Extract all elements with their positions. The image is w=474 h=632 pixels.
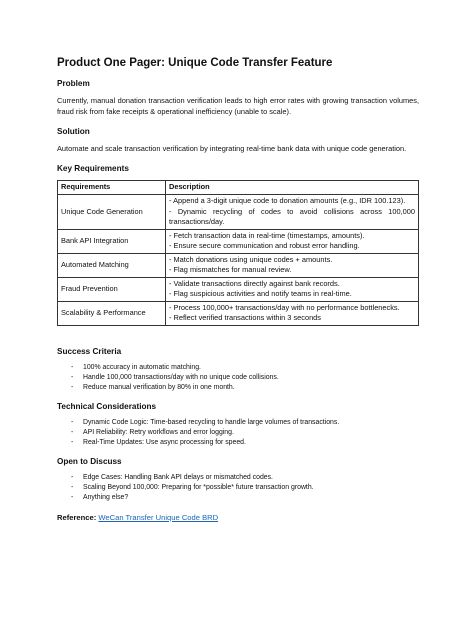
bullet-dash: -	[71, 473, 74, 481]
technical-considerations-list	[57, 418, 419, 448]
reference-link[interactable]: WeCan Transfer Unique Code BRD	[98, 512, 219, 522]
technical-considerations-heading: Technical Considerations	[57, 401, 157, 411]
bullet-dash: -	[71, 383, 74, 391]
list-item	[57, 363, 419, 373]
list-item	[57, 493, 419, 503]
requirements-table	[57, 180, 419, 326]
requirement-description	[166, 277, 419, 301]
page-title: Product One Pager: Unique Code Transfer Feature	[57, 57, 333, 69]
success-criteria-heading: Success Criteria	[57, 346, 122, 356]
table-row	[58, 253, 419, 277]
solution-text: Automate and scale transaction verification by integrating real-time bank data with unique code generation.	[57, 144, 407, 153]
list-item-text: 100% accuracy in automatic matching.	[83, 363, 201, 371]
list-item-text: Handle 100,000 transactions/day with no unique code collisions.	[83, 373, 279, 381]
document-content	[57, 56, 419, 523]
description-line: - Process 100,000+ transactions/day with no performance bottlenecks.	[169, 302, 400, 312]
list-item	[57, 428, 419, 438]
description-line: - Append a 3-digit unique code to donation amounts (e.g., IDR 100.123).	[169, 196, 406, 205]
description-line: - Flag mismatches for manual review.	[169, 265, 292, 274]
table-row	[58, 229, 419, 253]
description-line: - Dynamic recycling of codes to avoid collisions across 100,000 transactions/day.	[169, 206, 415, 226]
bullet-dash: -	[71, 428, 74, 436]
table-row	[58, 195, 419, 230]
list-item	[57, 383, 419, 393]
requirement-description	[166, 301, 419, 325]
problem-heading: Problem	[57, 79, 90, 88]
success-criteria-list	[57, 363, 419, 393]
description-line: - Ensure secure communication and robust error handling.	[169, 241, 360, 250]
open-to-discuss-list	[57, 473, 419, 503]
bullet-dash: -	[71, 363, 74, 371]
requirement-description	[166, 229, 419, 253]
problem-text: Currently, manual donation transaction verification leads to high error rates with growing transaction volumes, fraud risk from fake receipts & operational inefficiency (unable to scale).	[57, 96, 419, 116]
list-item	[57, 483, 419, 493]
solution-heading: Solution	[57, 127, 90, 136]
description-line: - Reflect verified transactions within 3 seconds	[169, 313, 321, 322]
requirement-name: Unique Code Generation	[58, 195, 166, 230]
list-item-text: Real-Time Updates: Use async processing for speed.	[83, 438, 246, 446]
table-header-row	[58, 181, 419, 195]
table-row	[58, 277, 419, 301]
bullet-dash: -	[71, 483, 74, 491]
list-item-text: Anything else?	[83, 493, 129, 501]
list-item	[57, 473, 419, 483]
key-requirements-heading: Key Requirements	[57, 164, 129, 173]
bullet-dash: -	[71, 493, 74, 501]
description-line: - Fetch transaction data in real-time (timestamps, amounts).	[169, 230, 365, 240]
requirement-name: Automated Matching	[58, 253, 166, 277]
reference-label: Reference:	[57, 512, 97, 522]
list-item-text: Dynamic Code Logic: Time-based recycling to handle large volumes of transactions.	[83, 418, 340, 426]
list-item	[57, 438, 419, 448]
table-row	[58, 301, 419, 325]
description-line: - Match donations using unique codes + amounts.	[169, 254, 333, 264]
description-line: - Flag suspicious activities and notify teams in real-time.	[169, 289, 352, 298]
requirement-name: Bank API Integration	[58, 229, 166, 253]
column-header-description: Description	[166, 181, 419, 195]
list-item-text: API Reliability: Retry workflows and error logging.	[83, 428, 234, 436]
open-to-discuss-heading: Open to Discuss	[57, 456, 122, 466]
list-item-text: Reduce manual verification by 80% in one month.	[83, 383, 235, 391]
list-item	[57, 373, 419, 383]
requirement-description	[166, 253, 419, 277]
requirement-description	[166, 195, 419, 230]
list-item	[57, 418, 419, 428]
requirement-name: Scalability & Performance	[58, 301, 166, 325]
column-header-requirements: Requirements	[58, 181, 166, 195]
requirement-name: Fraud Prevention	[58, 277, 166, 301]
bullet-dash: -	[71, 438, 74, 446]
reference-line	[57, 512, 419, 523]
bullet-dash: -	[71, 418, 74, 426]
bullet-dash: -	[71, 373, 74, 381]
description-line: - Validate transactions directly against bank records.	[169, 278, 340, 288]
list-item-text: Edge Cases: Handling Bank API delays or mismatched codes.	[83, 473, 273, 481]
list-item-text: Scaling Beyond 100,000: Preparing for *possible* future transaction growth.	[83, 483, 314, 491]
